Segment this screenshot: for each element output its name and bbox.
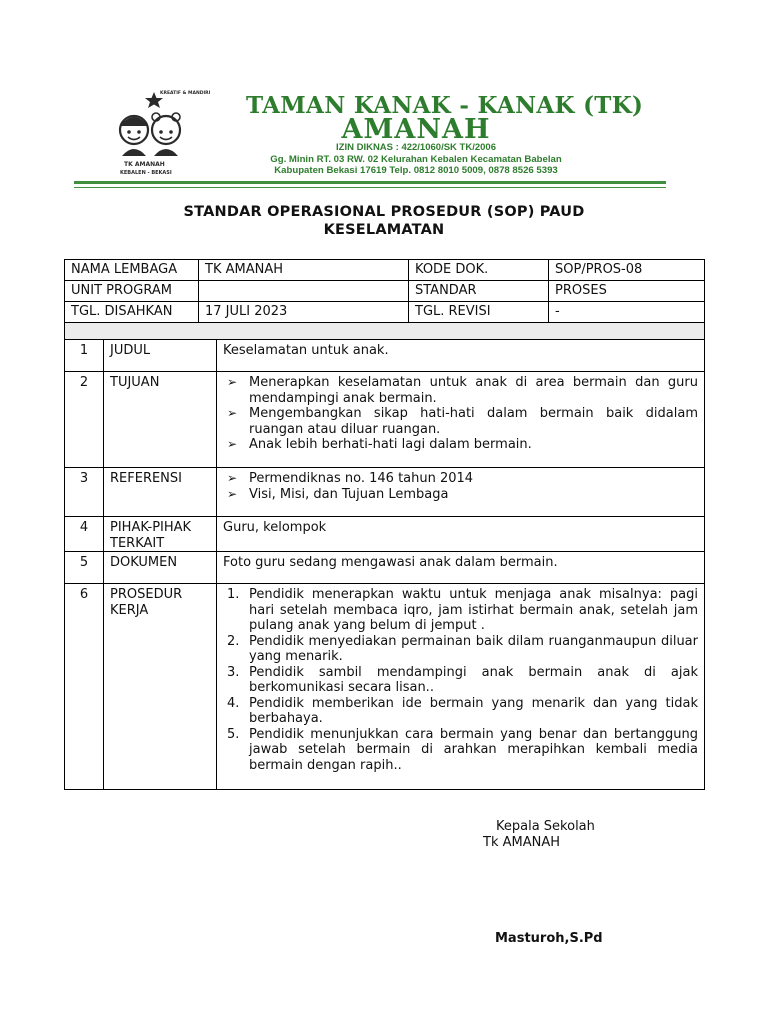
list-item: ➢ Anak lebih berhati-hati lagi dalam bermain. [223,437,698,453]
row-number: 3 [65,468,104,517]
step-number: 4. [227,695,240,711]
school-short-name: AMANAH [341,114,491,145]
address-line-1: Gg. Minin RT. 03 RW. 02 Kelurahan Kebalen Kecamatan Babelan [270,154,562,165]
row-label: REFERENSI [104,468,217,517]
row-number: 5 [65,552,104,584]
step-text: Pendidik menyediakan permainan baik dilam ruanganmaupun diluar yang menarik. [249,633,698,664]
list-item: ➢ Menerapkan keselamatan untuk anak di area bermain dan guru mendampingi anak bermain. [223,375,698,406]
info-row [65,281,705,302]
tgl-disahkan-value: 17 JULI 2023 [199,302,409,323]
letterhead-rule-thin [74,187,666,188]
step-text: Pendidik menunjukkan cara bermain yang benar dan bertanggung jawab setelah bermain di arahkan merapihkan kembali media bermain dengan rapih.. [249,726,698,773]
row-label: PROSEDUR KERJA [104,584,217,790]
list-item: ➢ Permendiknas no. 146 tahun 2014 [223,471,698,487]
nama-lembaga-label: NAMA LEMBAGA [65,260,199,281]
row-content [217,468,705,517]
letterhead-rule-thick [74,181,666,184]
info-row [65,302,705,323]
row-number: 4 [65,517,104,552]
school-logo-icon [82,86,242,182]
row-label: PIHAK-PIHAK TERKAIT [104,517,217,552]
row-label: TUJUAN [104,372,217,468]
document-title: STANDAR OPERASIONAL PROSEDUR (SOP) PAUD [183,204,585,220]
table-row [65,517,705,552]
step-number: 3. [227,664,240,680]
kode-dok-value: SOP/PROS-08 [549,260,705,281]
step-text: Pendidik sambil mendampingi anak bermain anak di ajak berkomunikasi secara lisan.. [249,664,698,695]
list-item: ➢ Visi, Misi, dan Tujuan Lembaga [223,487,698,503]
info-row [65,260,705,281]
kode-dok-label: KODE DOK. [409,260,549,281]
step-number: 2. [227,633,240,649]
standar-value: PROSES [549,281,705,302]
step-number: 5. [227,726,240,742]
table-row [65,340,705,372]
table-row [65,372,705,468]
list-item [223,665,698,696]
standar-label: STANDAR [409,281,549,302]
table-row [65,468,705,517]
tgl-revisi-value: - [549,302,705,323]
list-item: ➢ Mengembangkan sikap hati-hati dalam bermain baik didalam ruangan atau diluar ruangan. [223,406,698,437]
document-subtitle: KESELAMATAN [323,222,445,238]
row-number: 6 [65,584,104,790]
list-item [223,727,698,774]
row-number: 2 [65,372,104,468]
row-label: JUDUL [104,340,217,372]
step-number: 1. [227,587,240,602]
table-row [65,584,705,790]
address-line-2: Kabupaten Bekasi 17619 Telp. 0812 8010 5009, 0878 8526 5393 [274,165,558,176]
row-content: Guru, kelompok [217,517,705,552]
table-row [65,552,705,584]
info-table [64,259,705,323]
row-number: 1 [65,340,104,372]
nama-lembaga-value: TK AMANAH [199,260,409,281]
row-content [217,372,705,468]
row-label: DOKUMEN [104,552,217,584]
signer-name: Masturoh,S.Pd [495,931,603,946]
row-content [217,584,705,790]
logo-name: TK AMANAH [124,161,165,168]
section-separator [64,323,705,340]
school-name: TAMAN KANAK - KANAK (TK) [246,92,644,119]
signature-role: Kepala Sekolah [496,819,595,834]
permit-number: IZIN DIKNAS : 422/1060/SK TK/2006 [336,142,496,153]
sop-table [64,339,705,790]
row-content: Keselamatan untuk anak. [217,340,705,372]
unit-program-label: UNIT PROGRAM [65,281,199,302]
logo-top-text: KREATIF & MANDIRI [160,91,211,96]
step-text: Pendidik menerapkan waktu untuk menjaga anak misalnya: pagi hari setelah membaca iqro, jam istirhat bermain anak, setelah jam pulang anak yang belum di jemput . [249,587,698,633]
tgl-disahkan-label: TGL. DISAHKAN [65,302,199,323]
unit-program-value [199,281,409,302]
letterhead [0,0,768,200]
logo-place: KEBALEN - BEKASI [120,170,172,176]
list-item [223,587,698,634]
list-item [223,634,698,665]
row-content: Foto guru sedang mengawasi anak dalam bermain. [217,552,705,584]
signature-institution: Tk AMANAH [483,835,560,850]
tgl-revisi-label: TGL. REVISI [409,302,549,323]
step-text: Pendidik memberikan ide bermain yang menarik dan yang tidak berbahaya. [249,695,698,726]
list-item [223,696,698,727]
